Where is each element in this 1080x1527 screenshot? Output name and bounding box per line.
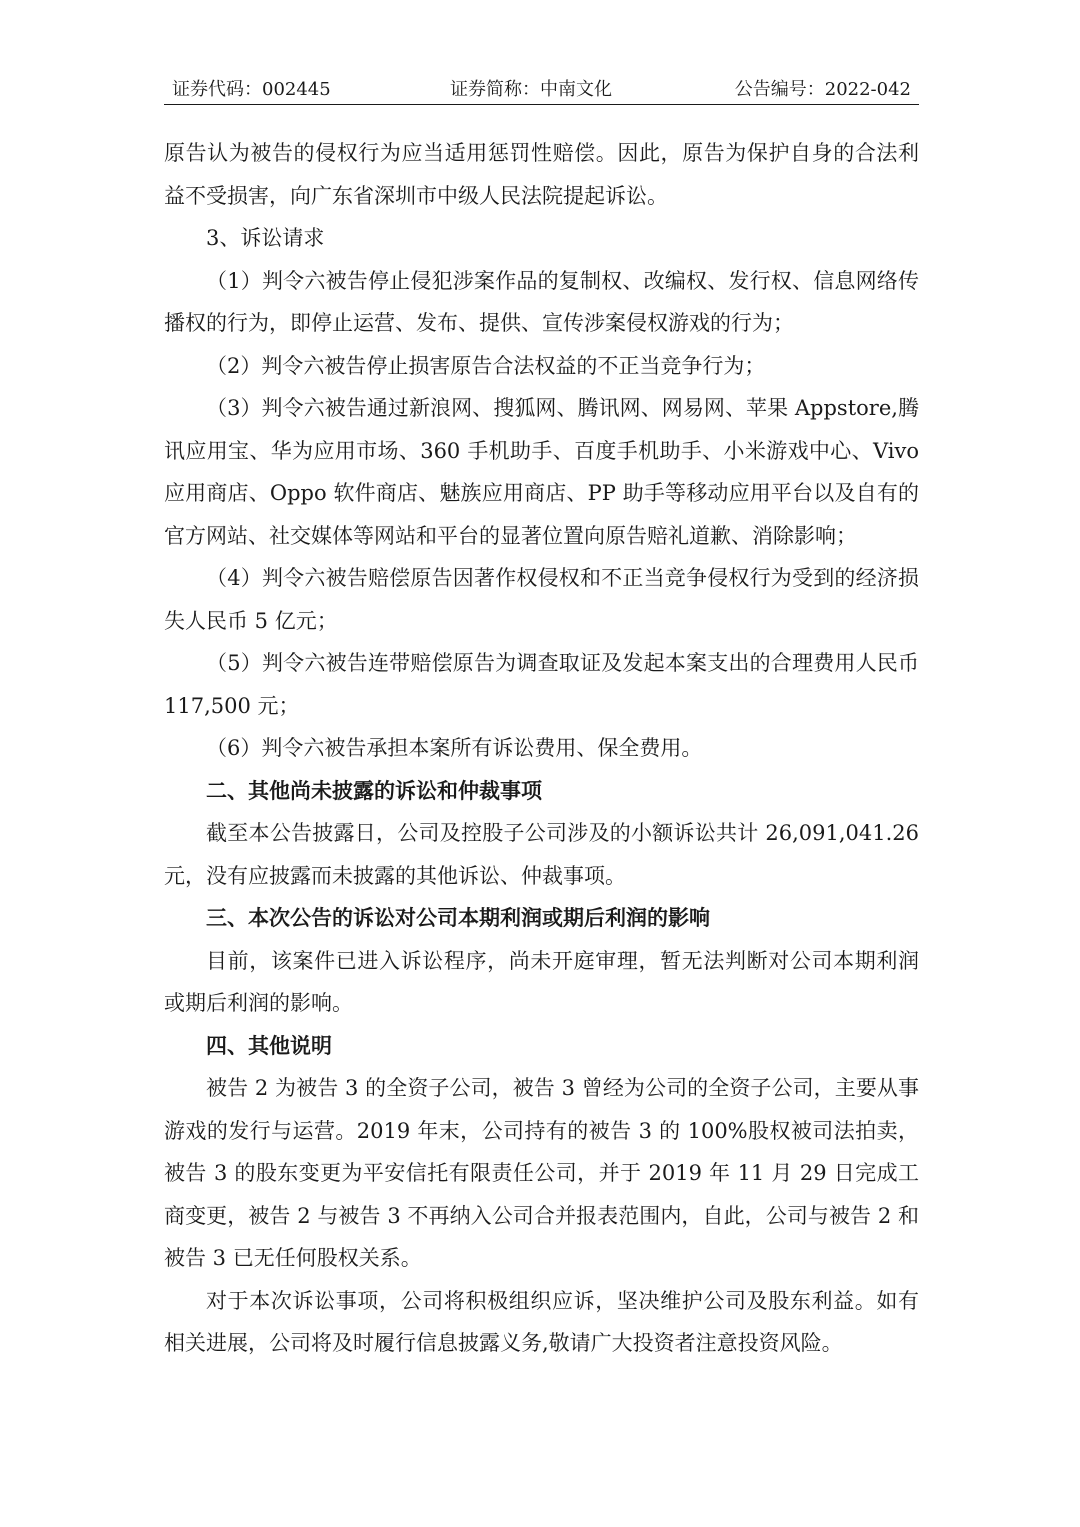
paragraph-other-notes: 被告 2 为被告 3 的全资子公司，被告 3 曾经为公司的全资子公司，主要从事游戏的发行与运营。2019 年末，公司持有的被告 3 的 100%股权被司法拍卖，被告 3 的股东变更为平安信托有限责任公司，并于 2019 年 11 月 29 日完成工商变更，被告 2 与被告 3 不再纳入公司合并报表范围内，自此，公司与被告 2 和被告 3 已无任何股权关系。 <box>164 1076 919 1270</box>
section-heading-3: 三、本次公告的诉讼对公司本期利润或期后利润的影响 <box>206 905 710 930</box>
section-heading-2: 二、其他尚未披露的诉讼和仲裁事项 <box>206 777 542 803</box>
notice-number: 公告编号：2022-042 <box>734 79 911 100</box>
claim-item-3: （3）判令六被告通过新浪网、搜狐网、腾讯网、网易网、苹果 Appstore,腾讯应用宝、华为应用市场、360 手机助手、百度手机助手、小米游戏中心、Vivo应用商店、Oppo 软件商店、魅族应用商店、PP 助手等移动应用平台以及自有的官方网站、社交媒体等网站和平台的显著位置向原告赔礼道歉、消除影响； <box>164 396 919 548</box>
claim-item-4: （4）判令六被告赔偿原告因著作权侵权和不正当竞争侵权行为受到的经济损失人民币 5 亿元； <box>164 566 919 633</box>
paragraph-other-litigation: 截至本公告披露日，公司及控股子公司涉及的小额诉讼共计 26,091,041.26元，没有应披露而未披露的其他诉讼、仲裁事项。 <box>164 821 919 888</box>
claim-item-5: （5）判令六被告连带赔偿原告为调查取证及发起本案支出的合理费用人民币 117,500 元； <box>164 651 919 718</box>
document-body <box>164 132 919 1365</box>
claim-item-6: （6）判令六被告承担本案所有诉讼费用、保全费用。 <box>206 736 703 760</box>
page-header <box>164 76 919 105</box>
claim-item-2: （2）判令六被告停止损害原告合法权益的不正当竞争行为； <box>206 353 766 378</box>
claim-item-1: （1）判令六被告停止侵犯涉案作品的复制权、改编权、发行权、信息网络传播权的行为，即停止运营、发布、提供、宣传涉案侵权游戏的行为； <box>164 268 919 335</box>
security-code: 证券代码：002445 <box>172 79 331 100</box>
paragraph-intro: 原告认为被告的侵权行为应当适用惩罚性赔偿。因此，原告为保护自身的合法利益不受损害，向广东省深圳市中级人民法院提起诉讼。 <box>164 141 919 208</box>
section-heading-4: 四、其他说明 <box>206 1032 332 1058</box>
paragraph-profit-impact: 目前，该案件已进入诉讼程序，尚未开庭审理，暂无法判断对公司本期利润或期后利润的影响。 <box>164 948 919 1015</box>
subheading-claims: 3、诉讼请求 <box>206 226 325 250</box>
paragraph-closing: 对于本次诉讼事项，公司将积极组织应诉，坚决维护公司及股东利益。如有相关进展，公司将及时履行信息披露义务,敬请广大投资者注意投资风险。 <box>164 1288 919 1355</box>
security-short-name: 证券简称：中南文化 <box>450 79 612 100</box>
